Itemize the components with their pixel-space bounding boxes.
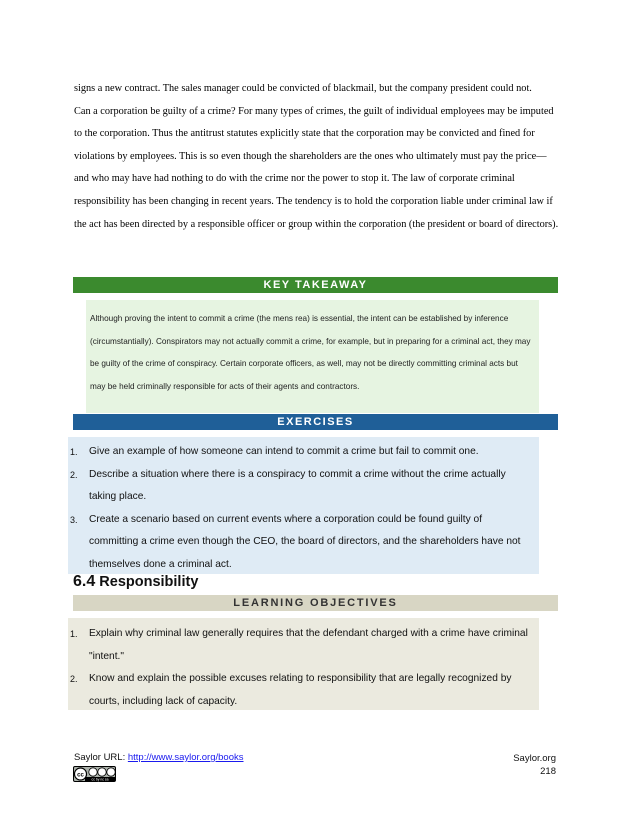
list-item [70,509,532,577]
footer-site: Saylor.org [513,753,556,764]
exercises-banner: EXERCISES [73,414,558,430]
list-number: 2. [70,674,78,685]
section-number: 6.4 [73,573,96,590]
svg-text:cc: cc [77,772,84,779]
list-item-text: Describe a situation where there is a conspiracy to commit a crime without the crime actually taking place. [89,468,506,503]
page-number: 218 [540,766,556,777]
key-takeaway-box [86,300,539,413]
list-number: 2. [70,469,78,480]
footer-source [74,752,244,763]
list-item-text: Create a scenario based on current events where a corporation could be found guilty of committing a crime even though the CEO, the board of directors, and the shareholders have not themselves done a criminal act. [89,513,521,570]
learning-objectives-list [70,623,532,713]
list-item-text: Give an example of how someone can intend to commit a crime but fail to commit one. [89,446,479,457]
list-number: 3. [70,514,78,525]
footer-page-info [513,752,556,778]
section-heading [73,573,198,591]
footer-url-label: Saylor URL: [74,752,128,763]
list-item [70,623,532,668]
list-item-text: Know and explain the possible excuses relating to responsibility that are legally recognized by courts, including lack of capacity. [89,673,512,707]
section-title: Responsibility [99,574,199,590]
list-item [70,441,532,464]
key-takeaway-text: Although proving the intent to commit a crime (the mens rea) is essential, the intent can be established by inference (circumstantially). Conspirators may not actually commit a crime, for example, but in preparing for a criminal act, they may be guilty of the crime of conspiracy. Certain corporate officers, as well, may not be directly committing criminal acts but may be held criminally responsible for acts of their agents and contractors. [90,314,531,391]
list-number: 1. [70,447,78,457]
list-number: 1. [70,629,78,639]
body-paragraph: signs a new contract. The sales manager could be convicted of blackmail, but the company president could not. [74,83,532,94]
key-takeaway-banner: KEY TAKEAWAY [73,277,558,293]
list-item [70,668,532,713]
license-badge-text: cc by nc sa [91,777,109,782]
exercises-list [70,441,532,577]
list-item-text: Explain why criminal law generally requires that the defendant charged with a crime have criminal "intent." [89,628,528,662]
learning-objectives-banner: LEARNING OBJECTIVES [73,595,558,611]
body-text [74,78,560,236]
saylor-books-link[interactable]: http://www.saylor.org/books [127,752,244,763]
creative-commons-license-icon [73,766,116,782]
list-item [70,464,532,509]
body-paragraph: Can a corporation be guilty of a crime? For many types of crimes, the guilt of individual employees may be imputed to the corporation. Thus the antitrust statutes explicitly state that the corporation may be convicted and fined for violations by employees. This is so even though the shareholders are the ones who ultimately must pay the price—and who may have had nothing to do with the crime nor the power to stop it. The law of corporate criminal responsibility has been changing in recent years. The tendency is to hold the corporation liable under criminal law if the act has been directed by a responsible officer or group within the corporation (the president or board of directors). [74,105,559,230]
